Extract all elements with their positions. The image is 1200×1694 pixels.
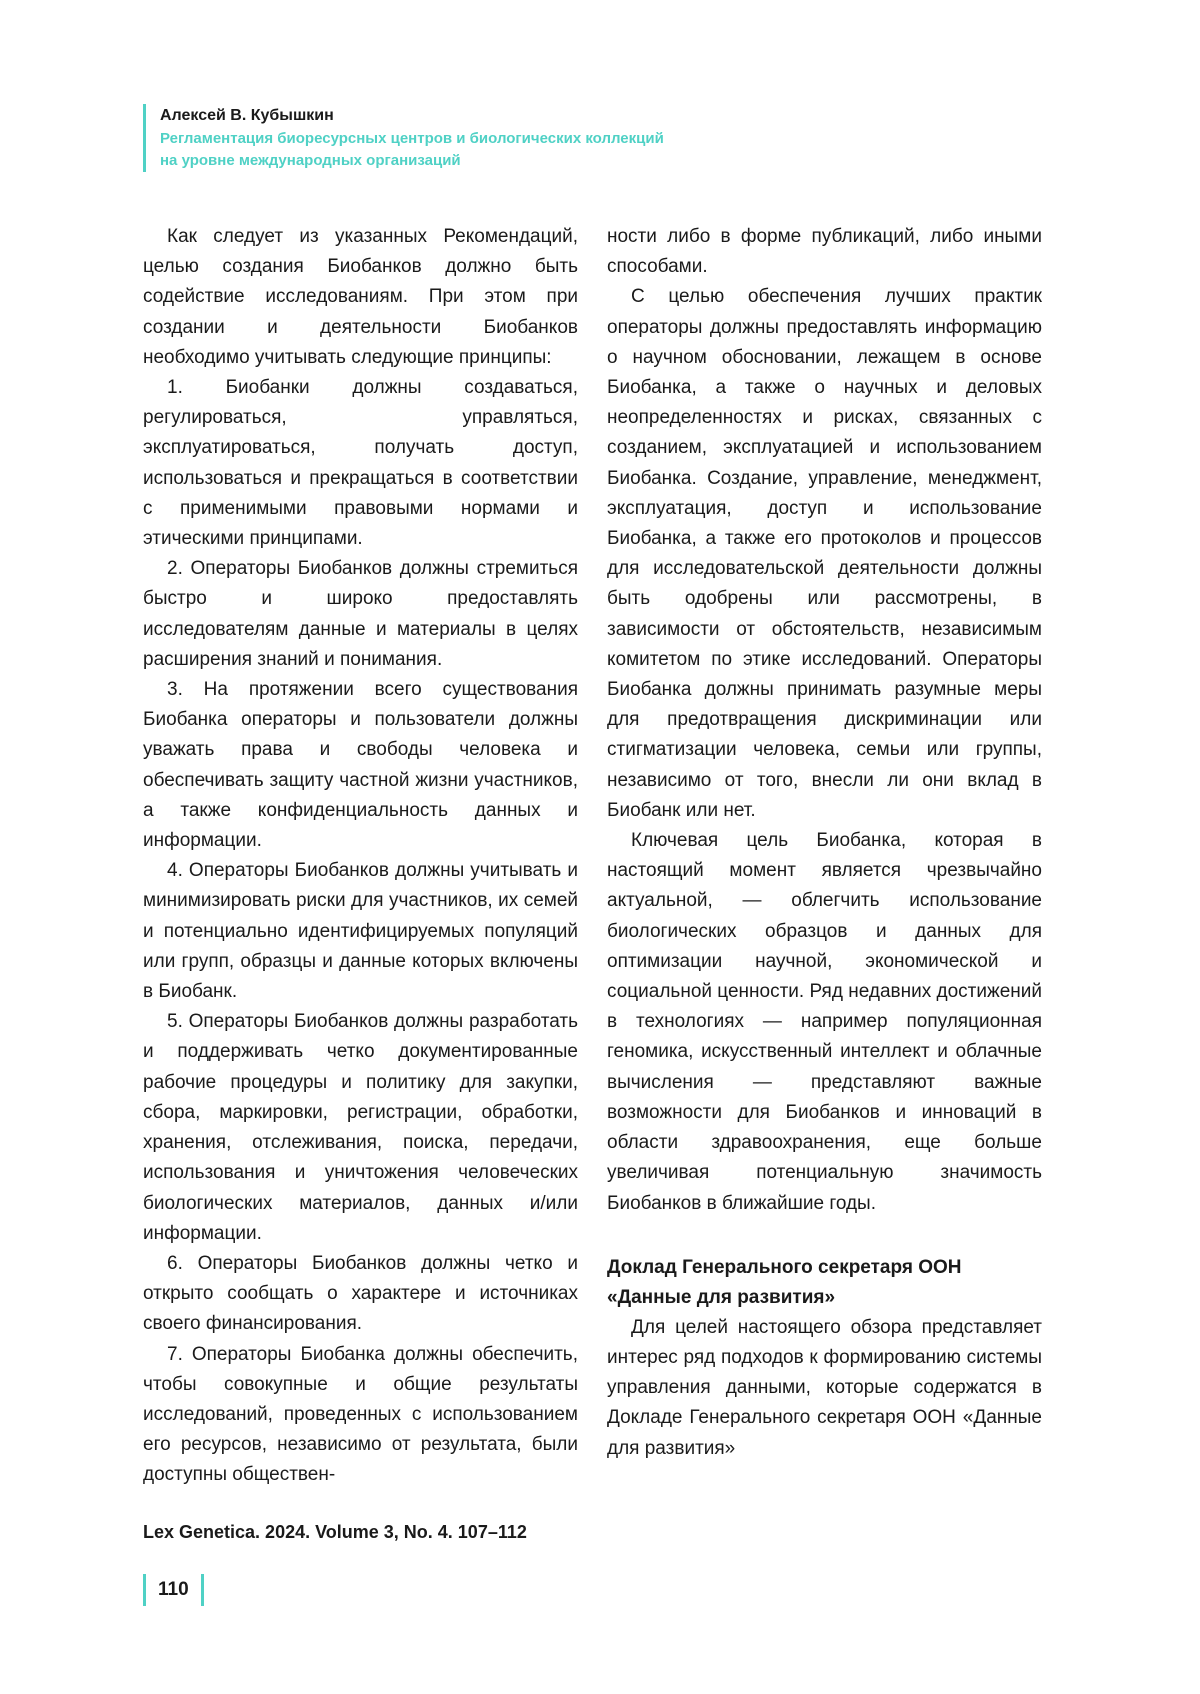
principle-6: 6. Операторы Биобанков должны четко и открыто сообщать о характере и источниках своего финансирования.	[143, 1252, 578, 1335]
principle-1: 1. Биобанки должны создаваться, регулироваться, управляться, эксплуатироваться, получать доступ, использоваться и прекращаться в соответствии с применимыми правовыми нормами и этическими принципами.	[143, 377, 578, 550]
page-number-bar-right	[201, 1574, 204, 1606]
principle-7: 7. Операторы Биобанка должны обеспечить, чтобы совокупные и общие результаты исследований, проведенных с использованием его ресурсов, независимо от результата, были доступны обществен-	[143, 1343, 578, 1486]
key-goal-paragraph: Ключевая цель Биобанка, которая в настоящий момент является чрезвычайно актуальной, — облегчить использование биологических образцов и данных для оптимизации научной, экономической и социальной ценности. Ряд недавних достижений в технологиях — например популяционная геномика, искусственный интеллект и облачные вычисления — представляют важные возможности для Биобанков и инноваций в области здравоохранения, еще больше увеличивая потенциальную значимость Биобанков в ближайшие годы.	[607, 830, 1042, 1214]
right-column	[607, 222, 1042, 1464]
left-column	[143, 222, 578, 1491]
article-title-line-2: на уровне международных организаций	[160, 152, 461, 169]
principle-4: 4. Операторы Биобанков должны учитывать и минимизировать риски для участников, их семей и потенциально идентифицируемых популяций или групп, образцы и данные которых включены в Биобанк.	[143, 860, 578, 1003]
section-heading	[607, 1253, 1042, 1313]
article-title-line-1: Регламентация биоресурсных центров и биологических коллекций	[160, 130, 664, 147]
intro-paragraph: Как следует из указанных Рекомендаций, целью создания Биобанков должно быть содействие исследованиям. При этом при создании и деятельности Биобанков необходимо учитывать следующие принципы:	[143, 226, 578, 368]
continued-paragraph: ности либо в форме публикаций, либо иными способами.	[607, 226, 1042, 278]
section-heading-line-2: «Данные для развития»	[607, 1286, 836, 1308]
running-header	[143, 104, 800, 172]
principle-5: 5. Операторы Биобанков должны разработать и поддерживать четко документированные рабочие процедуры и политику для закупки, сбора, маркировки, регистрации, обработки, хранения, отслеживания, поиска, передачи, использования и уничтожения человеческих биологических материалов, данных и/или информации.	[143, 1011, 578, 1244]
author-name: Алексей В. Кубышкин	[160, 107, 334, 124]
journal-citation: Lex Genetica. 2024. Volume 3, No. 4. 107–112	[143, 1522, 527, 1542]
section-heading-line-1: Доклад Генерального секретаря ООН	[607, 1256, 962, 1278]
page-number-block	[143, 1574, 204, 1606]
principle-2: 2. Операторы Биобанков должны стремиться быстро и широко предоставлять исследователям данные и материалы в целях расширения знаний и понимания.	[143, 558, 578, 670]
best-practices-paragraph: С целью обеспечения лучших практик операторы должны предоставлять информацию о научном обосновании, лежащем в основе Биобанка, а также о научных и деловых неопределенностях и рисках, связанных с созданием, эксплуатацией и использованием Биобанка. Создание, управление, менеджмент, эксплуатация, доступ и использование Биобанка, а также его протоколов и процессов для исследовательской деятельности должны быть одобрены или рассмотрены, в зависимости от обстоятельств, независимым комитетом по этике исследований. Операторы Биобанка должны принимать разумные меры для предотвращения дискриминации или стигматизации человека, семьи или группы, независимо от того, внесли ли они вклад в Биобанк или нет.	[607, 286, 1042, 821]
report-paragraph: Для целей настоящего обзора представляет интерес ряд подходов к формированию системы управления данными, которые содержатся в Докладе Генерального секретаря ООН «Данные для развития»	[607, 1316, 1042, 1459]
page-number: 110	[158, 1579, 189, 1600]
principle-3: 3. На протяжении всего существования Биобанка операторы и пользователи должны уважать права и свободы человека и обеспечивать защиту частной жизни участников, а также конфиденциальность данных и информации.	[143, 679, 578, 852]
